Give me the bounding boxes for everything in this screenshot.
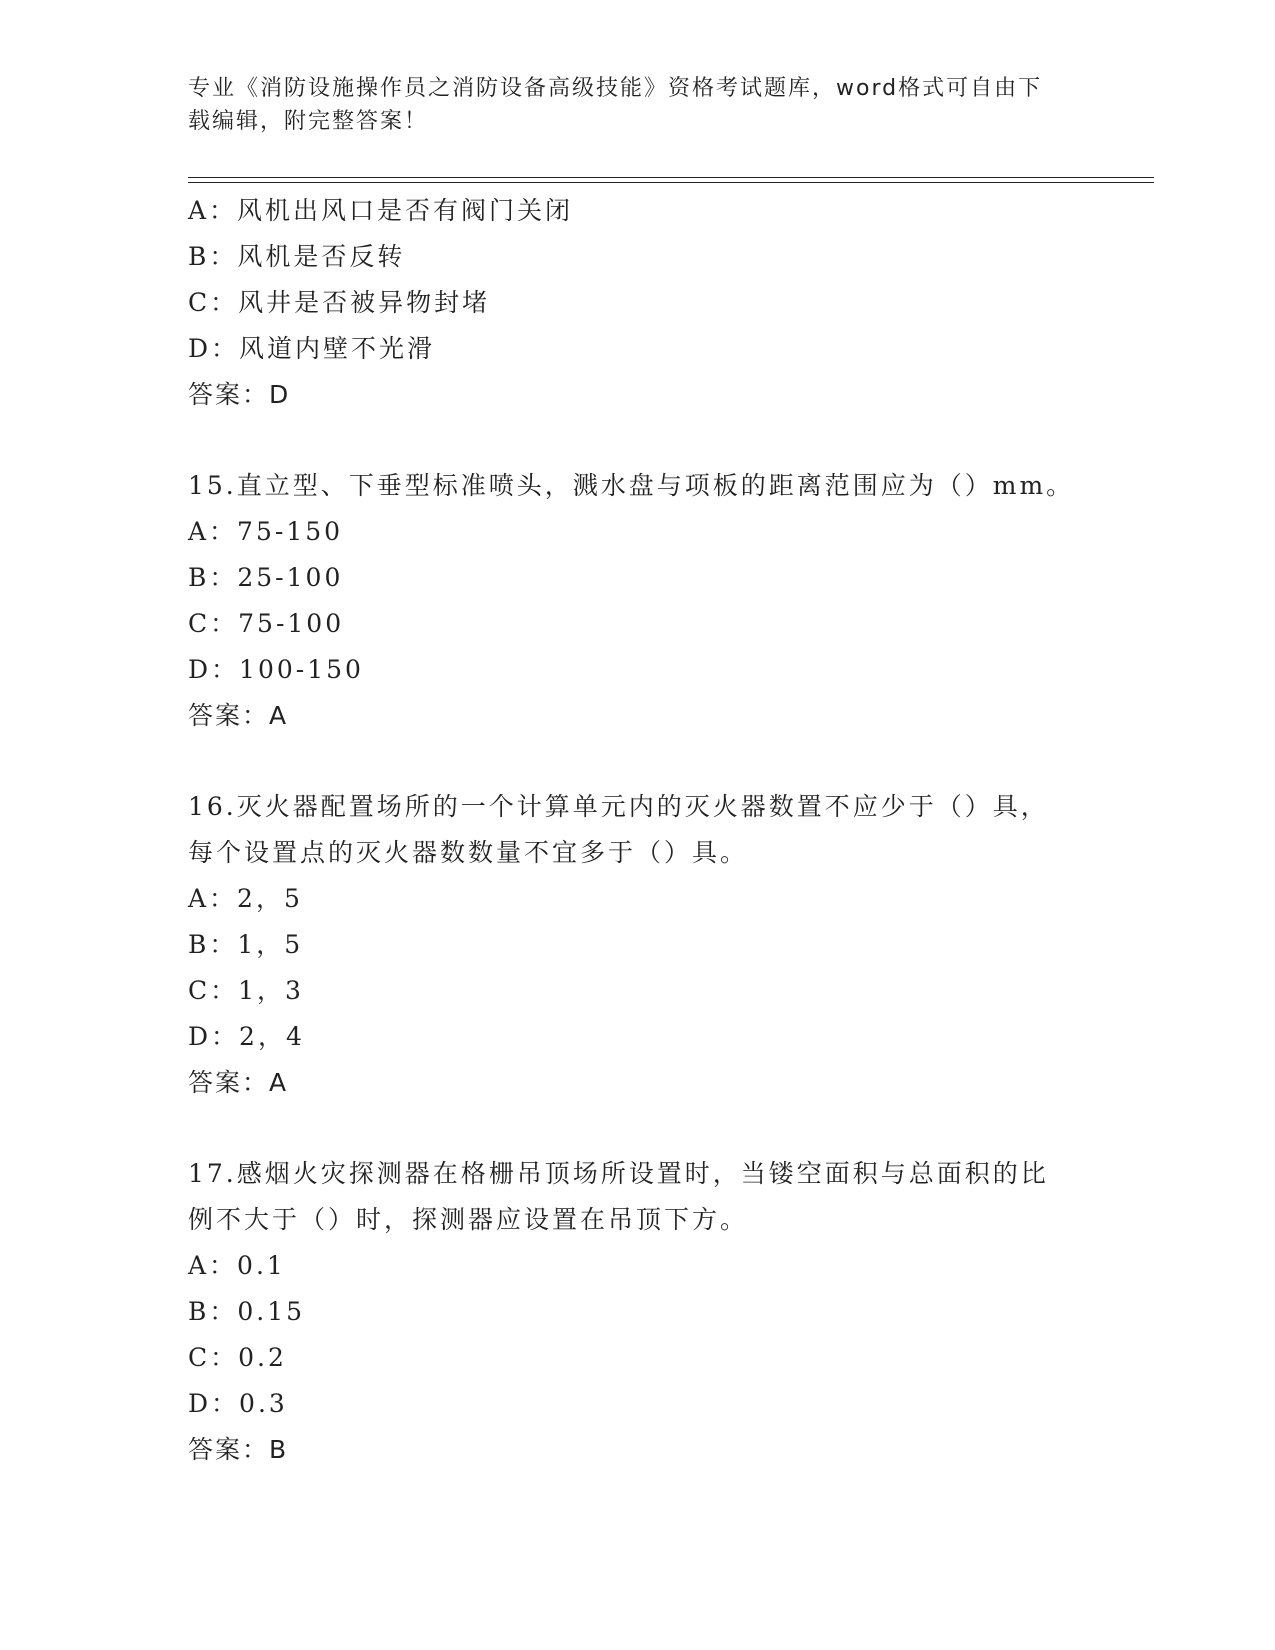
- question-text: 15.直立型、下垂型标准喷头，溅水盘与项板的距离范围应为（）mm。: [188, 471, 1075, 500]
- question-text-line-1: 17.感烟火灾探测器在格栅吊顶场所设置时，当镂空面积与总面积的比: [188, 1159, 1049, 1188]
- document-header: [188, 72, 1068, 138]
- option-a: A：75-150: [188, 517, 344, 546]
- option-c: C：0.2: [188, 1343, 287, 1372]
- question-15-block: [188, 463, 1088, 739]
- spacer: [188, 739, 1088, 784]
- question-text-line-2: 例不大于（）时，探测器应设置在吊顶下方。: [188, 1205, 749, 1234]
- option-d: D：2，4: [188, 1022, 305, 1051]
- header-divider-bottom: [188, 182, 1154, 183]
- option-a: A：风机出风口是否有阀门关闭: [188, 196, 574, 225]
- option-c: C：风井是否被异物封堵: [188, 288, 491, 317]
- option-c: C：1，3: [188, 976, 304, 1005]
- question-17-block: [188, 1151, 1088, 1473]
- option-a: A：2，5: [188, 884, 303, 913]
- question-14-block: [188, 188, 1088, 418]
- spacer: [188, 418, 1088, 463]
- option-b: B：风机是否反转: [188, 242, 406, 271]
- question-16-block: [188, 784, 1088, 1106]
- option-b: B：1，5: [188, 930, 304, 959]
- option-c: C：75-100: [188, 609, 345, 638]
- answer-line: 答案：B: [188, 1435, 289, 1464]
- question-text-line-2: 每个设置点的灭火器数数量不宜多于（）具。: [188, 838, 749, 867]
- answer-line: 答案：A: [188, 701, 289, 730]
- option-d: D：0.3: [188, 1389, 288, 1418]
- question-text-line-1: 16.灭火器配置场所的一个计算单元内的灭火器数置不应少于（）具，: [188, 792, 1049, 821]
- header-line-2: 载编辑，附完整答案！: [188, 109, 429, 134]
- header-line-1: 专业《消防设施操作员之消防设备高级技能》资格考试题库，word格式可自由下: [188, 76, 1043, 101]
- question-list: [188, 188, 1088, 1473]
- option-b: B：25-100: [188, 563, 344, 592]
- option-d: D：100-150: [188, 655, 364, 684]
- option-b: B：0.15: [188, 1297, 306, 1326]
- spacer: [188, 1106, 1088, 1151]
- answer-line: 答案：A: [188, 1068, 289, 1097]
- option-a: A：0.1: [188, 1251, 286, 1280]
- header-divider-top: [188, 177, 1154, 178]
- answer-line: 答案：D: [188, 380, 291, 409]
- option-d: D：风道内壁不光滑: [188, 334, 436, 363]
